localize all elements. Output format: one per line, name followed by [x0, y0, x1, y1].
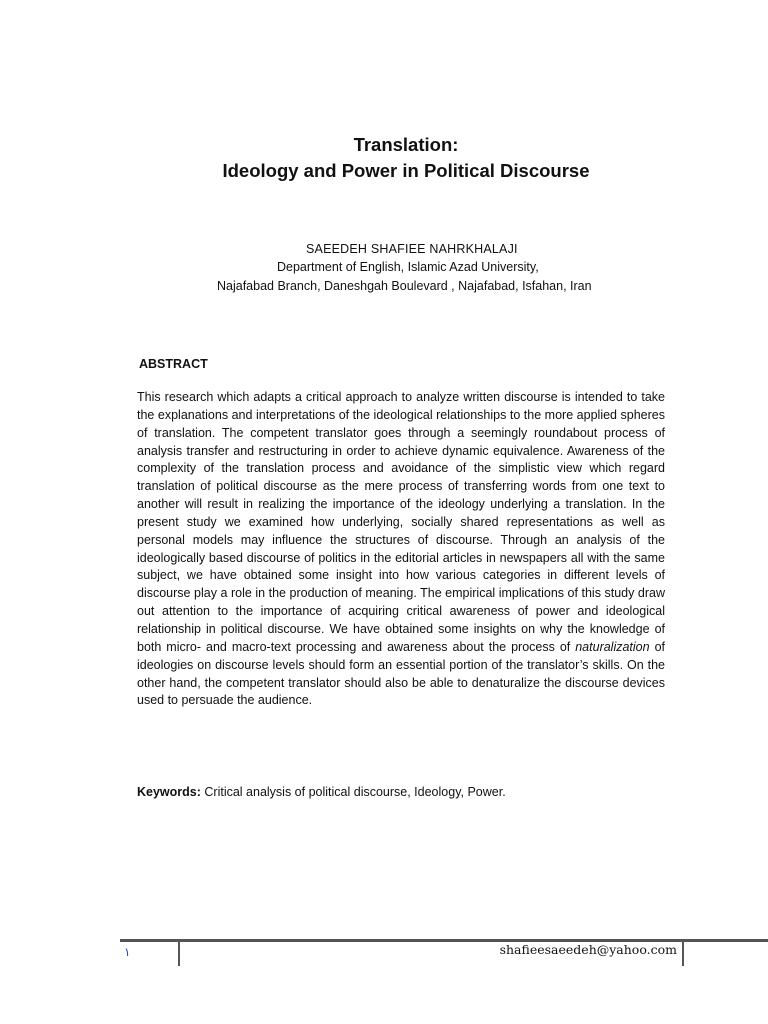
author-department: Department of English, Islamic Azad University, [277, 260, 539, 274]
author-name: SAEEDEH SHAFIEE NAHRKHALAJI [306, 242, 518, 256]
abstract-text-part-1: This research which adapts a critical approach to analyze written discourse is intended to take the explanations and interpretations of the ideological relationships to the more applied spheres of translation. The competent translator goes through a seemingly roundabout process of analysis transfer and restructuring in order to achieve dynamic equivalence. Awareness of the complexity of the translation process and avoidance of the simplistic view which regard translation of political discourse as the mere process of transferring words from one text to another will result in realizing the importance of the ideology underlying a translation. In the present study we examined how underlying, socially shared representations as well as personal models may influence the structures of discourse. Through an analysis of the ideologically based discourse of politics in the editorial articles in newspapers all with the same subject, we have obtained some insight into how various categories in different levels of discourse play a role in the production of meaning. The empirical implications of this study draw out attention to the importance of acquiring critical awareness of power and ideological relationship in political discourse. We have obtained some insights on why the knowledge of both micro- and macro-text processing and awareness about the process of [137, 390, 665, 654]
keywords-line [137, 783, 677, 801]
footer-email: shafieesaeedeh@yahoo.com [499, 942, 677, 957]
footer-divider-left [178, 940, 180, 966]
title-line-1: Translation: [353, 134, 459, 155]
author-address: Najafabad Branch, Daneshgah Boulevard , Najafabad, Isfahan, Iran [217, 279, 592, 293]
abstract-heading: ABSTRACT [139, 357, 208, 371]
keywords-label: Keywords: [137, 785, 201, 799]
abstract-italic-term: naturalization [575, 639, 650, 654]
title-line-2: Ideology and Power in Political Discourse [222, 160, 590, 181]
footer-divider-right [682, 940, 684, 966]
page-number: ١ [124, 945, 131, 959]
abstract-body [137, 389, 665, 710]
keywords-text: Critical analysis of political discourse, Ideology, Power. [200, 785, 506, 799]
abstract-text-part-2: of ideologies on discourse levels should form an essential portion of the translator’s skills. On the other hand, the competent translator should also be able to denaturalize the discourse devices used to persuade the audience. [137, 639, 665, 708]
